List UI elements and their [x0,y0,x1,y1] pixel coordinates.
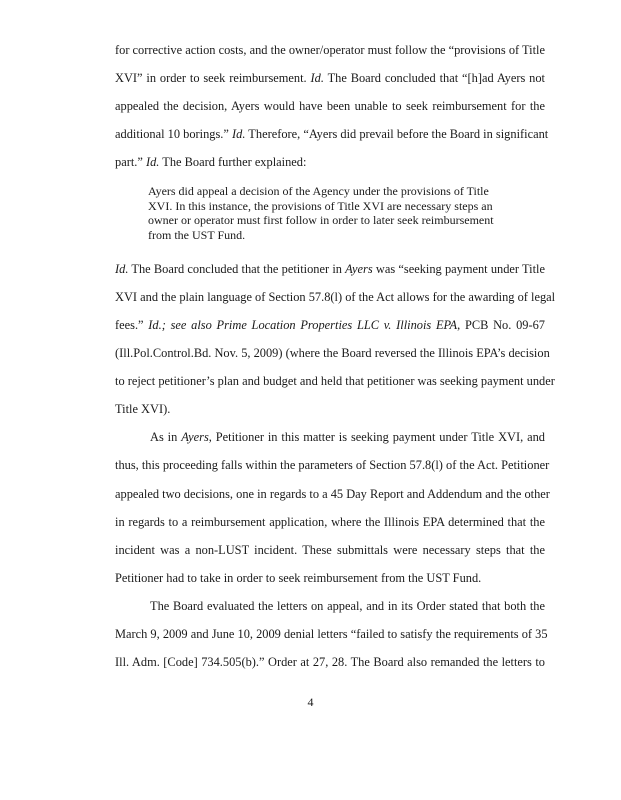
text-run: (Ill.Pol.Control.Bd. Nov. 5, 2009) (where the Board reversed the Illinois EPA’s decision [115,346,550,360]
page-number: 4 [307,695,314,709]
text-run: Ill. Adm. [Code] 734.505(b).” Order at 27, 28. The Board also remanded the letters to [115,655,545,669]
body-text-line [115,627,548,642]
body-text-line [115,374,555,389]
quote-line: XVI. In this instance, the provisions of Title XVI are necessary steps an [148,199,493,213]
text-run: was “seeking payment under Title [372,262,545,276]
body-text-line [115,127,549,142]
citation-italic: Id. [145,155,160,169]
body-text-line [115,290,556,305]
body-text-line [115,571,545,586]
quote-line: Ayers did appeal a decision of the Agency under the provisions of Title [148,184,489,198]
text-run: As in [150,430,182,444]
text-run: Title XVI). [115,402,171,416]
text-run: to reject petitioner’s plan and budget and held that petitioner was seeking payment under [115,374,555,388]
body-text-line [115,543,545,558]
text-run: XVI and the plain language of Section 57.8(l) of the Act allows for the awarding of legal [115,290,556,304]
citation-italic: Id. [115,262,129,276]
body-text-line [115,155,545,170]
body-text-line [115,402,545,417]
text-run: thus, this proceeding falls within the parameters of Section 57.8(l) of the Act. Petitioner [115,458,550,472]
case-name-italic: Ayers [181,430,209,444]
body-text-line [115,346,550,361]
case-name-italic: Id.; see also Prime Location Properties LLC v. Illinois EPA [148,318,458,332]
text-run: The Board concluded that the petitioner in [128,262,346,276]
body-text-line [115,71,545,86]
citation-italic: Id. [310,71,324,85]
text-run: XVI” in order to seek reimbursement. [115,71,311,85]
body-text-line [115,515,545,530]
text-run: Therefore, “Ayers did prevail before the Board in significant [245,127,549,141]
case-name-italic: Ayers [345,262,373,276]
text-run: The Board concluded that “[h]ad Ayers not [323,71,545,85]
body-text-line [115,318,545,333]
text-run: The Board evaluated the letters on appeal, and in its Order stated that both the [150,599,545,613]
text-run: in regards to a reimbursement application, where the Illinois EPA determined that the [115,515,545,529]
body-text-line [150,599,545,614]
text-run: , Petitioner in this matter is seeking payment under Title XVI, and [208,430,545,444]
body-text-line [115,458,550,473]
body-text-line [115,99,545,114]
body-text-line [115,262,545,277]
text-run: part.” [115,155,146,169]
text-run: incident was a non-LUST incident. These submittals were necessary steps that the [115,543,545,557]
text-run: fees.” [115,318,149,332]
body-text-line [150,430,545,445]
text-run: for corrective action costs, and the owner/operator must follow the “provisions of Title [115,43,545,57]
text-run: appealed the decision, Ayers would have been unable to seek reimbursement for the [115,99,545,113]
body-text-line [115,43,545,58]
text-run: March 9, 2009 and June 10, 2009 denial letters “failed to satisfy the requirements of 35 [115,627,548,641]
quote-line: owner or operator must first follow in order to later seek reimbursement [148,213,494,227]
text-run: The Board further explained: [159,155,307,169]
body-text-line [115,655,545,670]
quote-line: from the UST Fund. [148,228,246,242]
text-run: Petitioner had to take in order to seek reimbursement from the UST Fund. [115,571,482,585]
text-run: , PCB No. 09-67 [457,318,545,332]
body-text-line [115,487,550,502]
text-run: appealed two decisions, one in regards to a 45 Day Report and Addendum and the other [115,487,550,501]
citation-italic: Id. [232,127,246,141]
text-run: additional 10 borings.” [115,127,233,141]
